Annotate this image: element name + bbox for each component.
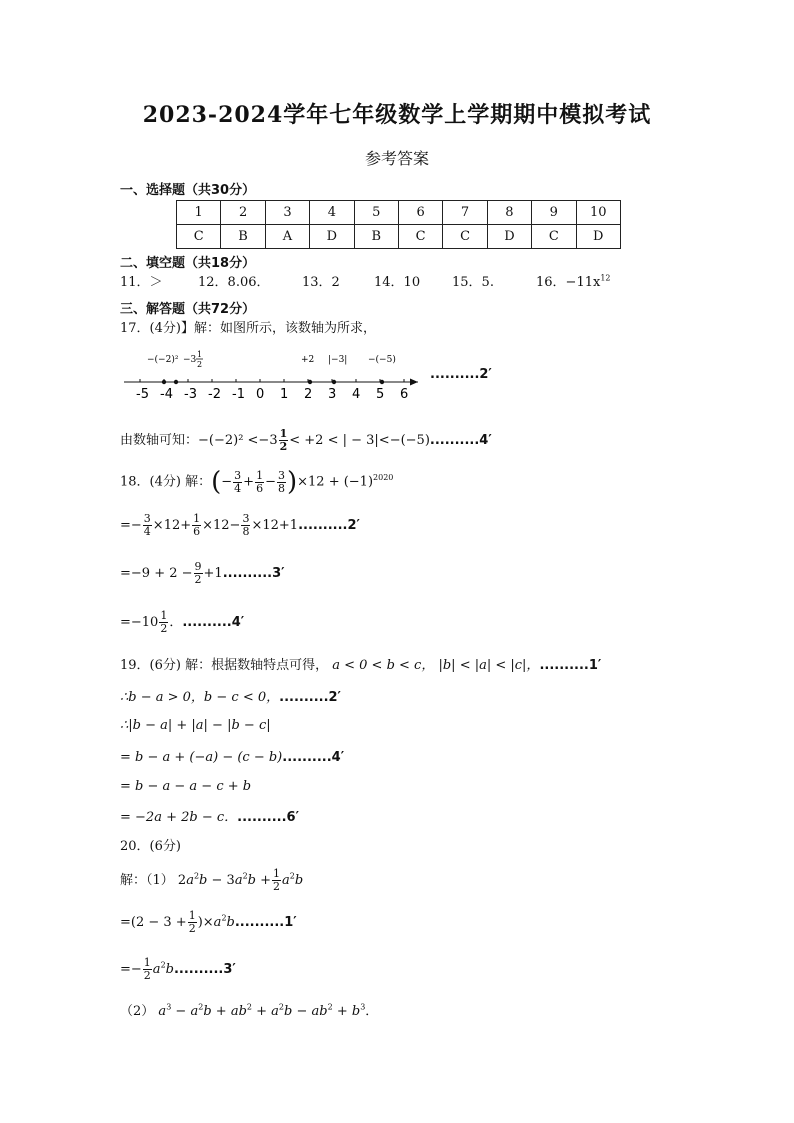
nl-label-abs-three: |−3| — [328, 355, 348, 365]
q18-expression: 18．(4分) 解：(− $\frac{3}{4}$ + $\frac{1}{6}$ − $\frac{3}{8}$ )$\times 12 + (-1)^{2020}$ — [120, 467, 394, 497]
nl-tick-label: -2 — [208, 387, 221, 402]
fill-answer-13: 13．2 — [302, 275, 340, 290]
q20-part1-step2: =− $\frac{1}{2}$ $a^2b..........3'$ — [120, 956, 236, 982]
nl-label-neg-three: −3 — [183, 355, 197, 365]
nl-tick-label: 5 — [376, 387, 385, 402]
nl-tick-label: 2 — [304, 387, 313, 402]
section-heading-choice: 一、选择题（共30分） — [120, 183, 256, 198]
answer-table-number-cell: 9 — [532, 201, 576, 225]
nl-label-neg-square: −(−2)² — [147, 355, 179, 365]
nl-point-d — [332, 380, 336, 384]
answer-table-answer-cell: B — [354, 225, 398, 249]
q18-step3: =−10 $\frac{1}{2}$ ．..........4′ — [120, 609, 245, 635]
q18-step1: =− $\frac{3}{4}$ ×12+ $\frac{1}{6}$ ×12− $\frac{3}{8}$ ×12+1..........2′ — [120, 512, 360, 538]
nl-label-frac-num: 1 — [197, 350, 203, 359]
fill-answer-16: 16．$-11x^{12}$ — [536, 273, 611, 290]
q19-line6: = −2a + 2b − c．..........6′ — [120, 810, 299, 825]
answer-table-answer-cell: C — [532, 225, 576, 249]
q20-part1-step1: =(2 − 3 + $\frac{1}{2}$ )$\times a^2b..........1'$ — [120, 909, 297, 935]
nl-label-neg-neg-five: −(−5) — [368, 355, 396, 365]
answer-table — [176, 200, 621, 249]
answer-table-number-cell: 6 — [398, 201, 442, 225]
q19-line4: = b − a + (−a) − (c − b)..........4′ — [120, 750, 345, 765]
nl-tick-label: 3 — [328, 387, 337, 402]
answer-table-answer-cell: D — [487, 225, 531, 249]
answer-table-answer-cell: C — [177, 225, 221, 249]
section-heading-solve: 三、解答题（共72分） — [120, 302, 256, 317]
nl-tick-label: -3 — [184, 387, 197, 402]
answer-table-number-row — [177, 201, 621, 225]
nl-point-c — [308, 380, 312, 384]
fill-answer-12: 12．8.06． — [198, 275, 270, 290]
q19-line2: ∴b − a > 0，b − c < 0，..........2′ — [120, 690, 341, 705]
page-title: 2023-2024学年七年级数学上学期期中模拟考试 — [142, 102, 652, 128]
answer-table-number-cell: 5 — [354, 201, 398, 225]
nl-tick-label: -4 — [160, 387, 173, 402]
answer-table-answer-cell: B — [221, 225, 265, 249]
nl-label-frac-den: 2 — [197, 360, 203, 369]
nl-point-a — [162, 380, 166, 384]
nl-tick-label: -1 — [232, 387, 245, 402]
nl-point-e — [380, 380, 384, 384]
q19-line1: 19．(6分) 解：根据数轴特点可得， a < 0 < b < c， |b| < |a| < |c|，..........1′ — [120, 658, 602, 673]
answer-table-answer-cell: A — [265, 225, 309, 249]
fill-answer-15: 15．5. — [452, 275, 494, 290]
nl-tick-label: -5 — [136, 387, 149, 402]
answer-table-number-cell: 3 — [265, 201, 309, 225]
fill-answer-14: 14．10 — [374, 275, 421, 290]
q20-intro: 20．(6分) — [120, 839, 181, 854]
answer-table-number-cell: 10 — [576, 201, 620, 225]
nl-label-plus-two: +2 — [301, 355, 315, 365]
nl-tick-label: 1 — [280, 387, 289, 402]
fill-answer-11: 11．＞ — [120, 275, 163, 290]
page-subtitle: 参考答案 — [364, 149, 429, 168]
answer-table-answer-cell: D — [576, 225, 620, 249]
q20-part1-expr: 解：（1） $2a^2b - 3a^2b$ + $\frac{1}{2}$ $a^2b$ — [120, 867, 304, 893]
answer-table-answer-cell: D — [310, 225, 354, 249]
section-heading-fill: 二、填空题（共18分） — [120, 256, 256, 271]
q17-intro: 17．(4分)】解：如图所示，该数轴为所求， — [120, 321, 376, 336]
nl-tick-label: 4 — [352, 387, 361, 402]
answer-table-number-cell: 4 — [310, 201, 354, 225]
answer-table-number-cell: 8 — [487, 201, 531, 225]
q17-score-mark: ..........2′ — [430, 367, 492, 382]
nl-point-b — [174, 380, 178, 384]
answer-table-answer-row — [177, 225, 621, 249]
answer-table-answer-cell: C — [443, 225, 487, 249]
answer-table-number-cell: 7 — [443, 201, 487, 225]
q20-part2: （2） $a^3 - a^2b + ab^2 + a^2b - ab^2 + b^3$． — [120, 1002, 379, 1019]
q18-step2: =−9 + 2 − $\frac{9}{2}$ +1..........3′ — [120, 560, 285, 586]
answer-table-number-cell: 2 — [221, 201, 265, 225]
answer-table-number-cell: 1 — [177, 201, 221, 225]
q17-conclusion: 由数轴可知：−(−2)² <−3 $\frac{1}{2}$ < +2 < | − 3|<−(−5)..........4′ — [120, 427, 492, 453]
q19-line5: = b − a − a − c + b — [120, 779, 252, 794]
q19-line3: ∴|b − a| + |a| − |b − c| — [120, 718, 271, 733]
answer-table-answer-cell: C — [398, 225, 442, 249]
nl-tick-label: 6 — [400, 387, 409, 402]
nl-tick-label: 0 — [256, 387, 265, 402]
